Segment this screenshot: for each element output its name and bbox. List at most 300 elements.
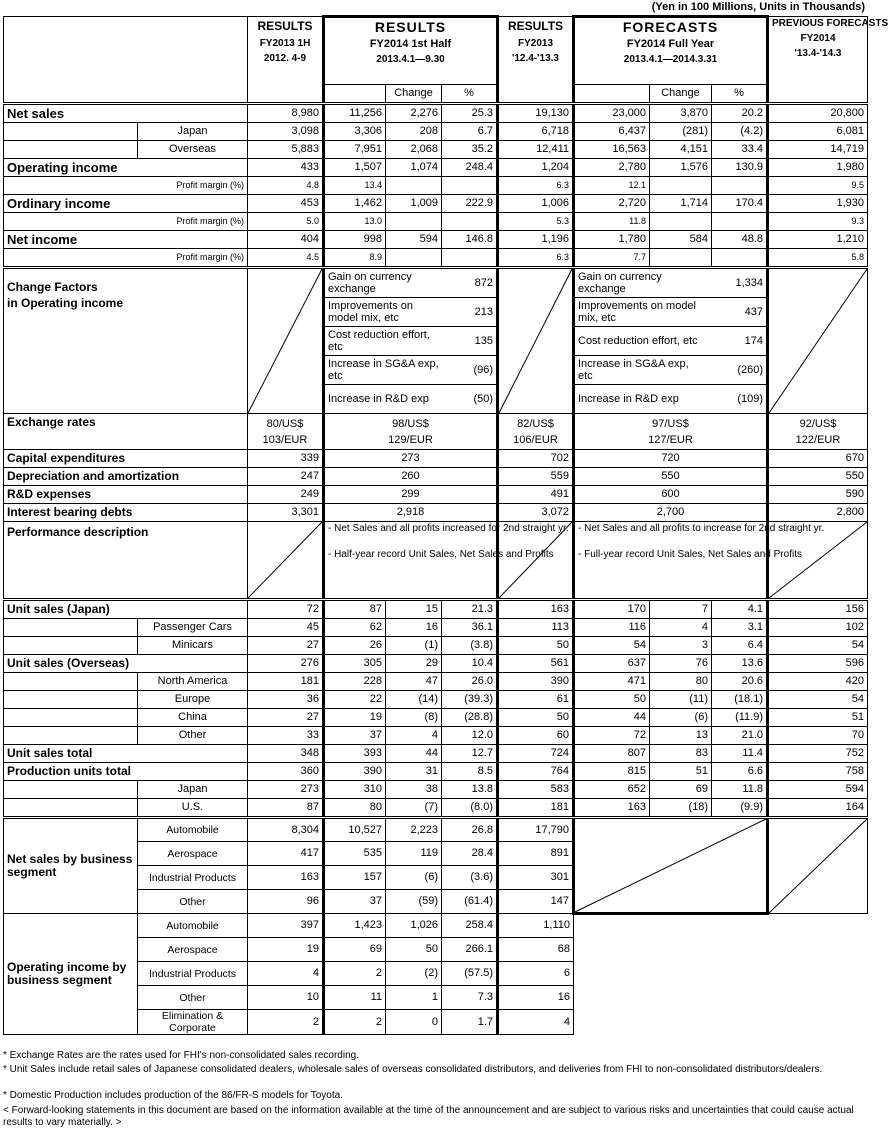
empty-cell [442,249,498,268]
empty-cell [712,177,768,195]
row-depreciation [4,468,868,486]
value-cell: 248.4 [442,159,498,177]
value-cell: 2,700 [574,504,768,522]
value-cell: 147 [498,890,574,914]
value-cell: 1,780 [574,231,650,249]
segment-item-label: Industrial Products [138,962,248,986]
value-cell: 724 [498,745,574,763]
header-pct: % [712,85,768,104]
value-cell: 1,576 [650,159,712,177]
value-cell: 339 [248,450,324,468]
value-cell: 1,204 [498,159,574,177]
value-cell: 7 [650,600,712,619]
row-label: China [138,709,248,727]
value-cell: 3.1 [712,619,768,637]
empty-cell [650,249,712,268]
value-cell: 2,276 [386,104,442,123]
value-cell: 2,800 [768,504,868,522]
value-cell: (8) [386,709,442,727]
footnote: * Unit Sales include retail sales of Japanese consolidated dealers, wholesale sales of overseas consolidated distributors, and deliveries from FHI to non-consolidated distributors/dealers. [3,1064,823,1075]
value-cell: 6.3 [498,249,574,268]
value-cell: 260 [324,468,498,486]
value-cell: 258.4 [442,914,498,938]
row-passenger-cars [4,619,868,637]
value-cell: (11.9) [712,709,768,727]
value-cell: 80 [650,673,712,691]
value-cell: 102 [768,619,868,637]
value-cell: 5,883 [248,141,324,159]
row-rnd [4,486,868,504]
value-cell: 6.7 [442,123,498,141]
value-cell: 222.9 [442,195,498,213]
value-cell: 390 [498,673,574,691]
value-cell: 69 [650,781,712,799]
row-unit-sales-japan [4,600,868,619]
row-label: Ordinary income [4,195,248,213]
value-cell: 1,210 [768,231,868,249]
row-label: Minicars [138,637,248,655]
value-cell: 637 [574,655,650,673]
empty-cell [442,213,498,231]
empty-cell [712,213,768,231]
value-cell: 310 [324,781,386,799]
value-cell: 752 [768,745,868,763]
value-cell: 1,930 [768,195,868,213]
value-cell: 453 [248,195,324,213]
value-cell: 72 [574,727,650,745]
segment-label: Net sales by business segment [4,818,138,914]
row-label: Passenger Cars [138,619,248,637]
change-factors-label-1: Change Factors [7,280,98,294]
value-cell: 8.9 [324,249,386,268]
exchange-label: Exchange rates [4,414,248,450]
value-cell: 266.1 [442,938,498,962]
change-factor-value: 872 [445,269,496,298]
value-cell: 998 [324,231,386,249]
na-cell [248,268,324,414]
value-cell: 2,223 [386,818,442,842]
value-cell: 36 [248,691,324,709]
value-cell: 10,527 [324,818,386,842]
row-ni-margin [4,249,868,268]
performance-label: Performance description [4,522,248,600]
header-previous-forecast: PREVIOUS FORECASTS FY2014 '13.4-'14.3 [768,17,868,104]
value-cell: 80 [324,799,386,818]
value-cell: 5.0 [248,213,324,231]
row-production-us [4,799,868,818]
performance-fy: - Net Sales and all profits to increase for 2nd straight yr. - Full-year record Unit Sales, Net Sales and Profits [574,522,768,600]
value-cell: 471 [574,673,650,691]
value-cell: 170 [574,600,650,619]
value-cell: 6.3 [498,177,574,195]
segment-item-label: Aerospace [138,938,248,962]
value-cell: 20,800 [768,104,868,123]
row-label: North America [138,673,248,691]
value-cell: 11 [324,986,386,1010]
exchange-prev: 92/US$ 122/EUR [768,414,868,450]
change-factor-item [575,298,766,327]
value-cell: (18) [650,799,712,818]
segment-op-income [4,914,868,1035]
empty-cell [442,177,498,195]
row-change-factors [4,268,868,414]
value-cell: 16 [386,619,442,637]
segment-row [4,914,868,938]
value-cell: 50 [386,938,442,962]
value-cell: 17,790 [498,818,574,842]
row-label: Europe [138,691,248,709]
value-cell: 891 [498,842,574,866]
row-china [4,709,868,727]
value-cell: 2,918 [324,504,498,522]
value-cell: 61 [498,691,574,709]
change-factor-item [575,385,766,414]
empty-cell [712,249,768,268]
value-cell: 1,980 [768,159,868,177]
value-cell: 3,870 [650,104,712,123]
change-factor-item [325,385,496,414]
value-cell: 15 [386,600,442,619]
value-cell: 7,951 [324,141,386,159]
value-cell: 7.3 [442,986,498,1010]
value-cell: 50 [498,637,574,655]
value-cell: 273 [324,450,498,468]
footnote: < Forward-looking statements in this document are based on the information available at the time of the announcement and are subject to various risks and uncertainties that could cause actual results to vary materially. > [3,1105,854,1128]
row-europe [4,691,868,709]
value-cell: 535 [324,842,386,866]
value-cell: 26.0 [442,673,498,691]
change-factor-item [325,327,496,356]
value-cell: 54 [768,637,868,655]
value-cell: 1,074 [386,159,442,177]
value-cell: 29 [386,655,442,673]
na-cell [498,522,574,600]
change-factors-fy [574,268,768,414]
value-cell: 12.0 [442,727,498,745]
row-label: Operating income [4,159,248,177]
value-cell: 119 [386,842,442,866]
value-cell: 50 [498,709,574,727]
value-cell: 70 [768,727,868,745]
value-cell: 33 [248,727,324,745]
exchange-fy2013-1h: 80/US$ 103/EUR [248,414,324,450]
value-cell: 50 [574,691,650,709]
value-cell: 4 [386,727,442,745]
value-cell: 550 [768,468,868,486]
value-cell: 163 [574,799,650,818]
value-cell: (6) [386,866,442,890]
value-cell: 44 [386,745,442,763]
value-cell: 4 [498,1010,574,1035]
header-change: Change [386,85,442,104]
value-cell: 807 [574,745,650,763]
value-cell: 4.8 [248,177,324,195]
value-cell: 596 [768,655,868,673]
na-cell [574,818,768,914]
row-label: Profit margin (%) [4,177,248,195]
na-cell [498,268,574,414]
value-cell: 1,006 [498,195,574,213]
row-other [4,727,868,745]
value-cell: 404 [248,231,324,249]
value-cell: 130.9 [712,159,768,177]
value-cell: 16 [498,986,574,1010]
value-cell: 8,304 [248,818,324,842]
header-fy2014-1h: RESULTS FY2014 1st Half 2013.4.1—9.30 [324,17,498,85]
value-cell: 21.0 [712,727,768,745]
segment-item-label: Other [138,890,248,914]
header-blank-cell [574,85,650,104]
value-cell: 22 [324,691,386,709]
value-cell: 720 [574,450,768,468]
value-cell: (9.9) [712,799,768,818]
value-cell: 27 [248,637,324,655]
value-cell: (18.1) [712,691,768,709]
value-cell: 156 [768,600,868,619]
value-cell: 13.4 [324,177,386,195]
row-capex [4,450,868,468]
header-change: Change [650,85,712,104]
row-unit-sales-total [4,745,868,763]
value-cell: 1,196 [498,231,574,249]
value-cell: 1,423 [324,914,386,938]
indent-cell [4,709,138,727]
value-cell: 4.1 [712,600,768,619]
row-unit-sales-overseas [4,655,868,673]
value-cell: 62 [324,619,386,637]
change-factor-item [325,356,496,385]
header-fy2013: RESULTS FY2013 '12.4-'13.3 [498,17,574,104]
value-cell: 420 [768,673,868,691]
value-cell: (7) [386,799,442,818]
change-factors-label-2: in Operating income [7,296,124,310]
empty-cell [386,177,442,195]
indent-cell [4,673,138,691]
value-cell: (57.5) [442,962,498,986]
change-factors-h1 [324,268,498,414]
value-cell: 276 [248,655,324,673]
value-cell: 51 [650,763,712,781]
value-cell: (2) [386,962,442,986]
row-label: Japan [138,123,248,141]
segment-sales [4,818,868,914]
value-cell: 0 [386,1010,442,1035]
value-cell: (59) [386,890,442,914]
row-op-margin [4,177,868,195]
row-north-america [4,673,868,691]
value-cell: 163 [248,866,324,890]
value-cell: 45 [248,619,324,637]
value-cell: 113 [498,619,574,637]
change-factor-value: 437 [709,298,766,327]
value-cell: 87 [248,799,324,818]
row-production-japan [4,781,868,799]
value-cell: 360 [248,763,324,781]
value-cell: (39.3) [442,691,498,709]
change-factor-value: 174 [709,327,766,356]
value-cell: 3,301 [248,504,324,522]
value-cell: 6.6 [712,763,768,781]
value-cell: 3,306 [324,123,386,141]
segment-item-label: Other [138,986,248,1010]
value-cell: 28.4 [442,842,498,866]
change-factor-value: (109) [737,393,763,405]
value-cell: 1,009 [386,195,442,213]
value-cell: 393 [324,745,386,763]
value-cell: (8.0) [442,799,498,818]
segment-item-label: Automobile [138,818,248,842]
change-factor-item [575,269,766,298]
empty-cell [386,213,442,231]
value-cell: 600 [574,486,768,504]
value-cell: (4.2) [712,123,768,141]
value-cell: (1) [386,637,442,655]
row-label: Unit sales total [4,745,248,763]
value-cell: 164 [768,799,868,818]
row-debt [4,504,868,522]
value-cell: 1,462 [324,195,386,213]
header-pct: % [442,85,498,104]
row-label: Profit margin (%) [4,213,248,231]
value-cell: 181 [498,799,574,818]
value-cell: (61.4) [442,890,498,914]
value-cell: 20.2 [712,104,768,123]
value-cell: 11.8 [574,213,650,231]
value-cell: 491 [498,486,574,504]
row-operating-income [4,159,868,177]
value-cell: (11) [650,691,712,709]
value-cell: 348 [248,745,324,763]
value-cell: 19 [324,709,386,727]
na-cell [248,522,324,600]
exchange-fy2014-1h: 98/US$ 129/EUR [324,414,498,450]
value-cell: 6.4 [712,637,768,655]
change-factor-item [575,356,766,385]
change-factor-item [575,327,766,356]
value-cell: 31 [386,763,442,781]
row-net-income [4,231,868,249]
value-cell: 1,507 [324,159,386,177]
value-cell: 19 [248,938,324,962]
value-cell: 12,411 [498,141,574,159]
value-cell: 13.6 [712,655,768,673]
value-cell: 764 [498,763,574,781]
segment-row [4,818,868,842]
row-label: Net income [4,231,248,249]
value-cell: 60 [498,727,574,745]
value-cell: 208 [386,123,442,141]
value-cell: 20.6 [712,673,768,691]
value-cell: 1,110 [498,914,574,938]
change-factor-item [325,298,496,327]
row-net-sales-overseas [4,141,868,159]
value-cell: (28.8) [442,709,498,727]
value-cell: 48.8 [712,231,768,249]
value-cell: 594 [386,231,442,249]
value-cell: 815 [574,763,650,781]
value-cell: 10.4 [442,655,498,673]
value-cell: (6) [650,709,712,727]
segment-label: Operating income by business segment [4,914,138,1035]
value-cell: 54 [768,691,868,709]
value-cell: 2,068 [386,141,442,159]
segment-item-label: Automobile [138,914,248,938]
change-factor-value: 213 [445,298,496,327]
value-cell: 583 [498,781,574,799]
value-cell: 561 [498,655,574,673]
na-cell [768,818,868,914]
value-cell: 433 [248,159,324,177]
header-blank [4,17,248,104]
row-ordinary-income [4,195,868,213]
value-cell: 4,151 [650,141,712,159]
segment-item-label: Industrial Products [138,866,248,890]
exchange-fy2013: 82/US$ 106/EUR [498,414,574,450]
exchange-fy2014: 97/US$ 127/EUR [574,414,768,450]
value-cell: 559 [498,468,574,486]
indent-cell [4,123,138,141]
value-cell: 11.8 [712,781,768,799]
value-cell: 76 [650,655,712,673]
value-cell: 37 [324,727,386,745]
value-cell: 2 [248,1010,324,1035]
value-cell: 23,000 [574,104,650,123]
change-factor-label: Increase in R&D exp [328,393,429,405]
value-cell: 116 [574,619,650,637]
header-blank-cell [324,85,386,104]
row-label: Interest bearing debts [4,504,248,522]
value-cell: 96 [248,890,324,914]
header-fy2014-forecast: FORECASTS FY2014 Full Year 2013.4.1—2014.3.31 [574,17,768,85]
value-cell: (14) [386,691,442,709]
value-cell: 702 [498,450,574,468]
value-cell: 163 [498,600,574,619]
change-factor-label: Gain on currency exchange [325,269,445,298]
row-label: Japan [138,781,248,799]
row-label: Other [138,727,248,745]
value-cell: 3 [650,637,712,655]
value-cell: 146.8 [442,231,498,249]
row-label: Profit margin (%) [4,249,248,268]
value-cell: 13 [650,727,712,745]
na-cell [768,522,868,600]
value-cell: 37 [324,890,386,914]
value-cell: 25.3 [442,104,498,123]
value-cell: 2,780 [574,159,650,177]
indent-cell [4,637,138,655]
change-factor-item [325,269,496,298]
indent-cell [4,799,138,818]
value-cell: 8.5 [442,763,498,781]
value-cell: (3.8) [442,637,498,655]
financial-table [3,15,888,1035]
value-cell: 584 [650,231,712,249]
value-cell: 249 [248,486,324,504]
unit-note: (Yen in 100 Millions, Units in Thousands) [651,1,865,13]
value-cell: 3,098 [248,123,324,141]
value-cell: (281) [650,123,712,141]
row-net-sales [4,104,868,123]
footnote: * Exchange Rates are the rates used for FHI's non-consolidated sales recording. [3,1050,359,1061]
row-production-total [4,763,868,781]
value-cell: 35.2 [442,141,498,159]
indent-cell [4,727,138,745]
value-cell: 170.4 [712,195,768,213]
change-factor-value: 135 [445,327,496,356]
value-cell: 12.1 [574,177,650,195]
value-cell: 2 [324,1010,386,1035]
value-cell: 11.4 [712,745,768,763]
